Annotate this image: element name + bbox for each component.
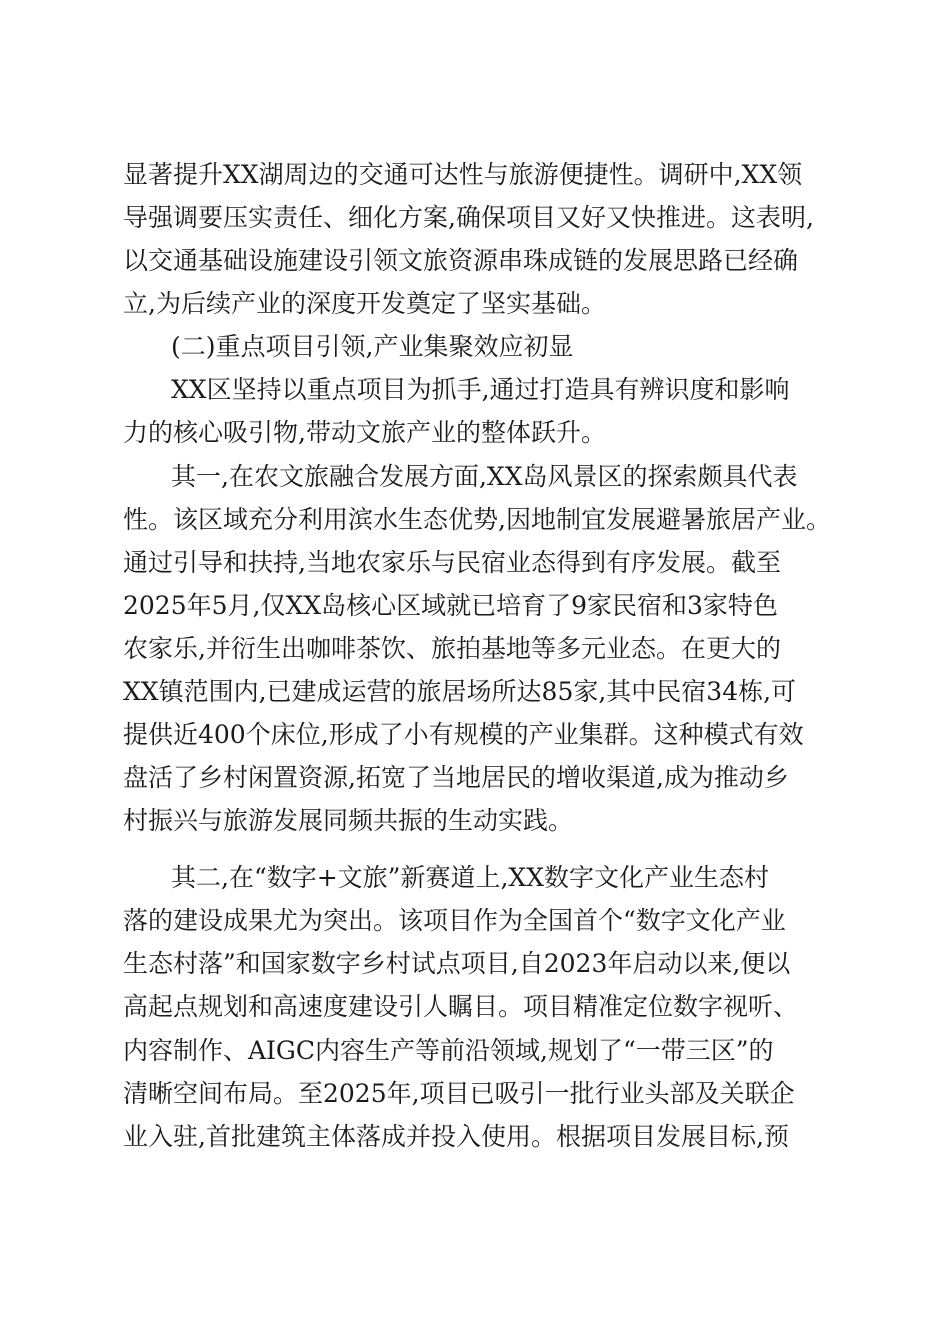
text-line: 其一,在农文旅融合发展方面,XX岛风景区的探索颇具代表 xyxy=(171,462,798,491)
text-line: 落的建设成果尤为突出。该项目作为全国首个“数字文化产业 xyxy=(123,906,786,935)
text-line: 村振兴与旅游发展同频共振的生动实践。 xyxy=(123,806,574,835)
text-line: 生态村落”和国家数字乡村试点项目,自2023年启动以来,便以 xyxy=(123,949,791,978)
text-line: 内容制作、AIGC内容生产等前沿领域,规划了“一带三区”的 xyxy=(123,1036,774,1065)
text-line: 其二,在“数字+文旅”新赛道上,XX数字文化产业生态村 xyxy=(171,863,769,892)
text-line: 性。该区域充分利用滨水生态优势,因地制宜发展避暑旅居产业。 xyxy=(123,505,831,534)
text-line: 通过引导和扶持,当地农家乐与民宿业态得到有序发展。截至 xyxy=(123,548,781,577)
text-line: 以交通基础设施建设引领文旅资源串珠成链的发展思路已经确 xyxy=(123,246,799,275)
text-line: 农家乐,并衍生出咖啡茶饮、旅拍基地等多元业态。在更大的 xyxy=(123,634,781,663)
text-line: 盘活了乡村闲置资源,拓宽了当地居民的增收渠道,成为推动乡 xyxy=(123,763,789,792)
text-line: 高起点规划和高速度建设引人瞩目。项目精准定位数字视听、 xyxy=(123,992,799,1021)
text-line: 提供近400个床位,形成了小有规模的产业集群。这种模式有效 xyxy=(123,720,804,749)
text-line: 导强调要压实责任、细化方案,确保项目又好又快推进。这表明, xyxy=(123,203,814,232)
text-line: XX镇范围内,已建成运营的旅居场所达85家,其中民宿34栋,可 xyxy=(123,677,797,706)
text-line: 2025年5月,仅XX岛核心区域就已培育了9家民宿和3家特色 xyxy=(123,591,778,620)
text-line: XX区坚持以重点项目为抓手,通过打造具有辨识度和影响 xyxy=(171,375,790,404)
text-line: 显著提升XX湖周边的交通可达性与旅游便捷性。调研中,XX领 xyxy=(123,160,803,189)
text-line: 力的核心吸引物,带动文旅产业的整体跃升。 xyxy=(123,418,606,447)
section-heading: (二)重点项目引领,产业集聚效应初显 xyxy=(171,332,574,361)
text-line: 立,为后续产业的深度开发奠定了坚实基础。 xyxy=(123,289,606,318)
text-line: 清晰空间布局。至2025年,项目已吸引一批行业头部及关联企 xyxy=(123,1079,795,1108)
text-line: 业入驻,首批建筑主体落成并投入使用。根据项目发展目标,预 xyxy=(123,1122,789,1151)
